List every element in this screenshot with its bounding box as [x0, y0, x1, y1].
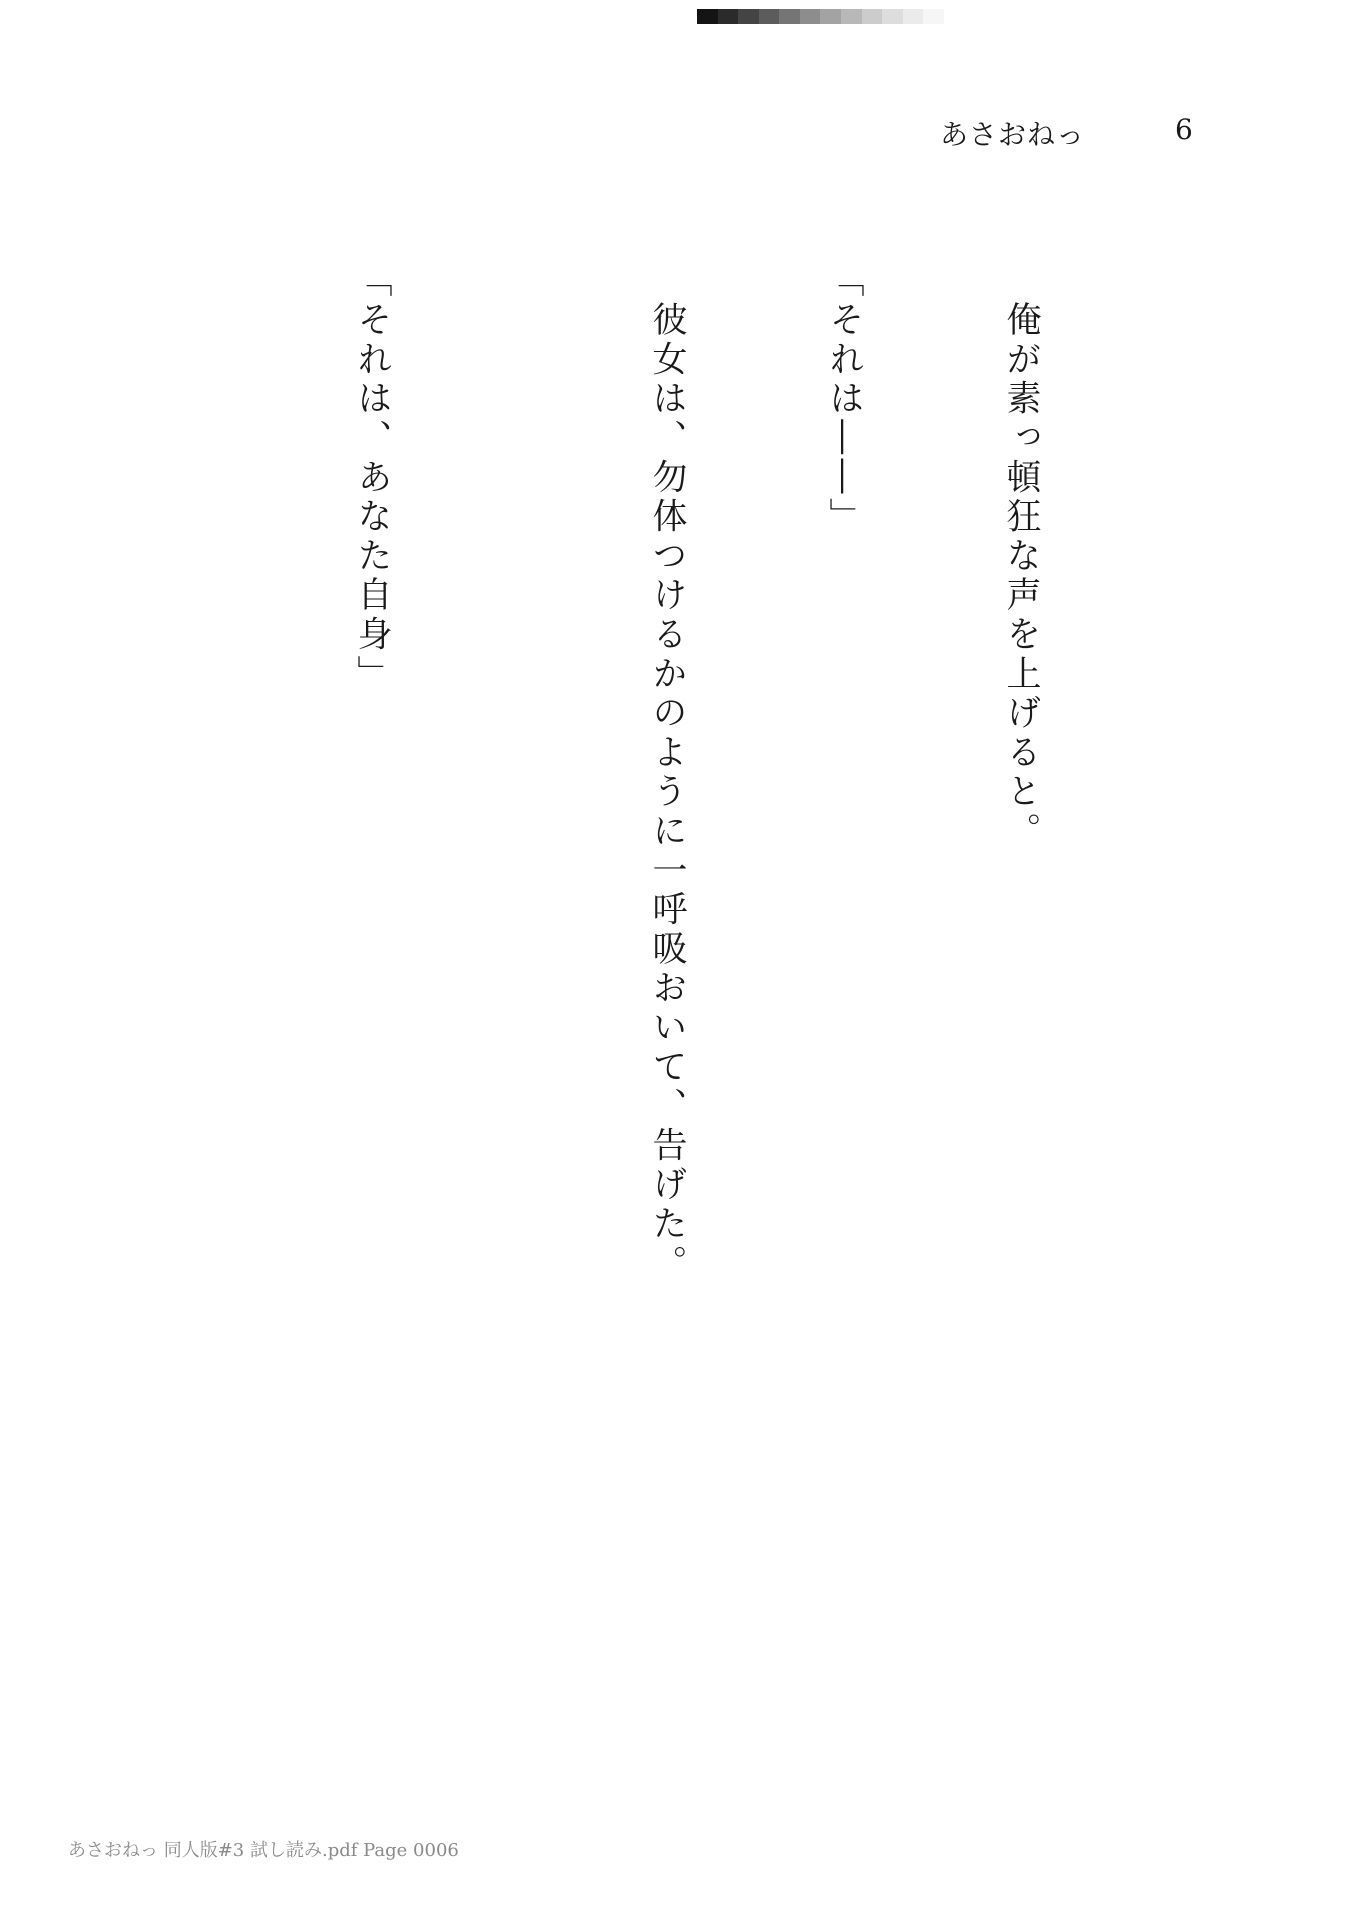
grayscale-swatch: [697, 9, 718, 24]
text-line: 「それは、あなた自身」: [352, 262, 392, 695]
page-number: 6: [1175, 113, 1193, 146]
grayscale-swatch: [841, 9, 862, 24]
grayscale-swatch: [738, 9, 759, 24]
grayscale-swatch: [759, 9, 780, 24]
grayscale-swatch: [800, 9, 821, 24]
grayscale-swatch: [779, 9, 800, 24]
running-head-title: あさおねっ: [940, 118, 1086, 151]
text-line: 俺が素っ頓狂な声を上げると。: [1001, 262, 1041, 852]
grayscale-calibration-strip: [697, 9, 944, 24]
vertical-body-text: [0, 262, 1168, 1782]
grayscale-swatch: [820, 9, 841, 24]
grayscale-swatch: [923, 9, 944, 24]
text-line: 「それは――」: [824, 262, 864, 538]
grayscale-swatch: [862, 9, 883, 24]
footer-caption: あさおねっ 同人版#3 試し読み.pdf Page 0006: [68, 1840, 459, 1861]
grayscale-swatch: [718, 9, 739, 24]
grayscale-swatch: [882, 9, 903, 24]
grayscale-swatch: [903, 9, 924, 24]
text-line: 彼女は、勿体つけるかのように一呼吸おいて、告げた。: [647, 262, 687, 1284]
